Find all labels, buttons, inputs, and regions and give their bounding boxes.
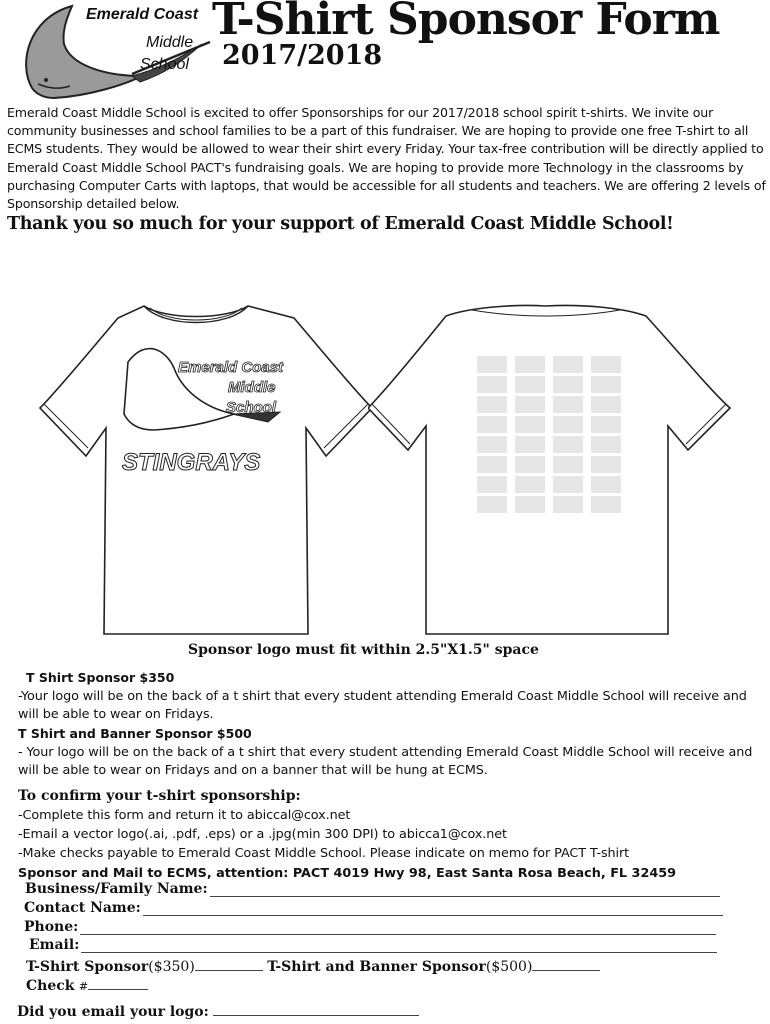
page-title: T-Shirt Sponsor Form [212,0,720,45]
tier1-heading: T Shirt Sponsor $350 [26,670,175,685]
check-label: Check [26,978,75,994]
sponsor-logo-slot [553,356,583,373]
logo-text-line2: Middle [146,34,194,51]
email-field[interactable] [29,937,717,953]
sponsor-logo-slot [591,436,621,453]
logo-question-line[interactable] [213,1003,419,1016]
front-mascot-word: STINGRAYS [122,449,261,476]
shirt-back-illustration [368,298,734,642]
sponsor-logo-slot [515,416,545,433]
sponsor-logo-slot [477,496,507,513]
contact-name-field[interactable] [24,900,723,916]
sponsor-logo-slot [591,376,621,393]
sponsor-logo-slot [515,396,545,413]
sponsor-logo-slot [515,496,545,513]
shirt-front-illustration [36,298,376,642]
sponsor-logo-slot [591,456,621,473]
front-logo-line2: Middle [228,379,276,396]
check-number-line[interactable] [88,977,148,990]
sponsor-logo-slot [477,396,507,413]
sponsor-logo-slot [591,396,621,413]
sponsor-logo-slot [591,476,621,493]
front-logo-line1: Emerald Coast [178,359,284,376]
sponsor-logo-slot [477,376,507,393]
confirm-step-1: -Complete this form and return it to abiccal@cox.net [18,808,351,823]
check-field[interactable] [26,977,148,994]
sponsor-logo-slot [553,376,583,393]
confirm-step-2: -Email a vector logo(.ai, .pdf, .eps) or a .jpg(min 300 DPI) to abicca1@cox.net [18,827,507,842]
confirm-heading: To confirm your t-shirt sponsorship: [18,788,301,804]
mailing-address: Sponsor and Mail to ECMS, attention: PACT 4019 Hwy 98, East Santa Rosa Beach, FL 32459 [18,866,677,881]
tshirt-front-icon [36,298,376,642]
confirm-step-3: -Make checks payable to Emerald Coast Middle School. Please indicate on memo for PACT T-shirt [18,846,630,861]
sponsor-logo-slot [477,356,507,373]
intro-paragraph: Emerald Coast Middle School is excited to offer Sponsorships for our 2017/2018 school spirit t-shirts. We invite our community businesses and school families to be a part of this fundraiser. We are hoping to provide one free T-shirt to all ECMS students. They would be allowed to wear their shirt every Friday. Your tax-free contribution will be directly applied to Emerald Coast Middle School PACT's fundraising goals. We are hoping to provide more Technology in the classrooms by purchasing Computer Carts with laptops, that would be accessible for all students and teachers. We are offering 2 levels of Sponsorship detailed below. [7,105,766,212]
sponsor-logo-slot [553,416,583,433]
tier2-description: - Your logo will be on the back of a t shirt that every student attending Emerald Coast Middle School will receive and will be able to wear on Fridays and on a banner that will be hung at ECMS. [18,745,753,779]
thank-you-line: Thank you so much for your support of Emerald Coast Middle School! [7,214,674,234]
business-name-line[interactable] [210,884,720,897]
phone-field[interactable] [24,919,716,935]
sponsor-logo-slot [515,356,545,373]
sponsor-logo-slot [591,356,621,373]
sponsorship-options [26,958,600,975]
contact-name-label: Contact Name: [24,900,141,916]
sponsor-logo-slot [515,456,545,473]
sponsor-logo-slot [515,436,545,453]
sponsor-logo-slot [553,436,583,453]
phone-label: Phone: [24,919,79,935]
tshirt-option-blank[interactable] [195,958,263,971]
logo-text-line1: Emerald Coast [86,6,199,23]
logo-question-label: Did you email your logo: [17,1004,209,1020]
front-logo-line3: School [226,399,277,416]
sponsor-logo-slot [477,456,507,473]
tshirt-option-label: T-Shirt Sponsor [26,959,149,975]
logo-size-note: Sponsor logo must fit within 2.5"X1.5" space [188,642,539,658]
sponsor-logo-slot [553,496,583,513]
sponsor-logo-slot [515,476,545,493]
sponsor-logo-slot [591,416,621,433]
school-year: 2017/2018 [222,40,383,71]
tshirt-option-price: ($350) [148,959,195,975]
sponsor-logo-slot [553,476,583,493]
sponsor-logo-slot [553,396,583,413]
check-hash: # [78,980,89,993]
banner-option-label: T-Shirt and Banner Sponsor [267,959,486,975]
contact-name-line[interactable] [143,903,723,916]
banner-option-price: ($500) [485,959,533,975]
sponsor-logo-slot [515,376,545,393]
sponsor-logo-slot [477,476,507,493]
tier1-description: -Your logo will be on the back of a t shirt that every student attending Emerald Coast Middle School will receive and will be able to wear on Fridays. [18,689,747,723]
tshirt-back-icon [368,298,734,642]
business-name-field[interactable] [25,881,720,897]
sponsor-logo-slot [553,456,583,473]
school-logo [14,4,214,108]
sponsor-logo-slot [477,416,507,433]
sponsor-logo-slot [591,496,621,513]
tier2-heading: T Shirt and Banner Sponsor $500 [18,726,252,741]
business-name-label: Business/Family Name: [25,881,208,897]
phone-line[interactable] [80,922,716,935]
logo-emailed-field[interactable] [17,1003,419,1020]
email-line[interactable] [81,940,717,953]
sponsor-logo-slot [477,436,507,453]
logo-text-line3: School [140,56,189,73]
email-label: Email: [29,937,80,953]
banner-option-blank[interactable] [532,958,600,971]
